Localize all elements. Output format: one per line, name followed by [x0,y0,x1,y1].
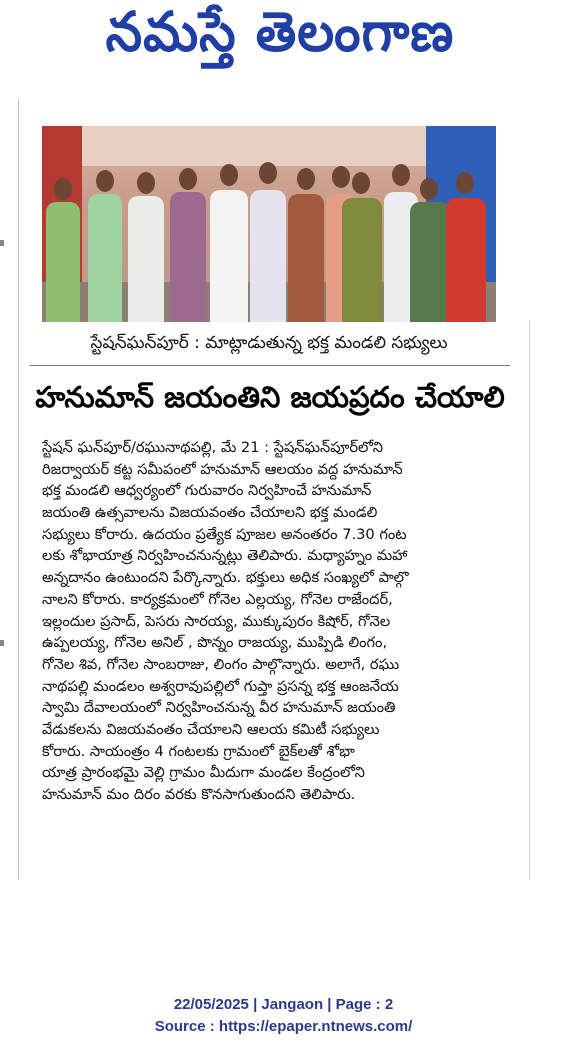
page-footer [0,994,567,1038]
edge-mark [0,640,4,646]
body-line: స్వామి దేవాలయంలో నిర్వహించనున్న వీర హనుమాన్ జయంతి [42,699,396,717]
body-line: జయంతి ఉత్సవాలను విజయవంతం చేయాలని భక్త మండలి [42,504,378,522]
article-headline: హనుమాన్ జయంతిని జయప్రదం చేయాలి [35,380,505,414]
body-line: హనుమాన్ మం దిరం వరకు కొనసాగుతుందని తెలిపారు. [42,786,356,803]
body-line: సభ్యులు కోరారు. ఉదయం ప్రత్యేక పూజల అనంతరం 7.30 గంట [42,525,407,543]
body-line: స్టేషన్ ఘన్‌పూర్/రఘునాథపల్లి, మే 21 : స్టేషన్‌ఘన్‌పూర్‌లోని [42,439,383,456]
edge-mark [0,240,4,246]
body-line: నాథపల్లి మండలం అశ్వరావుపల్లిలో గుప్తా ప్రసన్న భక్త ఆంజనేయ [42,677,399,695]
body-line: వేడుకలను విజయవంతం చేయాలని ఆలయ కమిటీ సభ్యులు [42,720,380,738]
body-line: లకు శోభాయాత్ర నిర్వహించనున్నట్లు తెలిపారు. మధ్యాహ్నం మహా [42,547,408,565]
body-line: కోరారు. సాయంత్రం 4 గంటలకు గ్రామంలో బైక్‌లతో శోభా [42,742,355,760]
footer-source: Source : https://epaper.ntnews.com/ [154,1018,413,1035]
masthead-logo [60,0,500,74]
body-line: భక్త మండలి ఆధ్వర్యంలో గురువారం నిర్వహించే హనుమాన్ [42,482,372,500]
body-line: నాలని కోరారు. కార్యక్రమంలో గోనెల ఎల్లయ్య, గోనెల రాజేందర్, [42,590,393,608]
footer-date-edition: 22/05/2025 | Jangaon | Page : 2 [173,996,394,1013]
body-line: యాత్ర ప్రారంభమై వెల్లి గ్రామం మీదుగా మండల కేంద్రంలోని [42,764,365,782]
divider [30,365,510,366]
clip-border-right [529,320,530,880]
body-line: అన్నదానం ఉంటుందని పేర్కొన్నారు. భక్తులు అధిక సంఖ్యలో పాల్గొ [42,569,409,587]
body-line: ఇల్లందుల ప్రసాద్, పెసరు సారయ్య, ముక్కుపురం కిషోర్, గోనెల [42,612,391,630]
body-line: గోనెల శివ, గోనెల సాంబరాజు, లింగం పాల్గొన్నారు. అలాగే, రఘు [42,655,400,673]
body-line: ఉప్పలయ్య, గోనెల అనిల్ , పొన్నం రాజయ్య, ముప్పిడి లింగం, [42,634,388,652]
body-line: రిజర్వాయర్ కట్ట సమీపంలో హనుమాన్ ఆలయం వద్ద హనుమాన్ [42,460,403,478]
clip-border-left [18,100,19,880]
masthead-title: నమస్తే తెలంగాణ [105,0,455,64]
photo-caption: స్టేషన్‌ఘన్‌పూర్ : మాట్లాడుతున్న భక్త మండలి సభ్యులు [90,333,448,353]
article-body [42,437,510,917]
news-photo [42,126,496,322]
